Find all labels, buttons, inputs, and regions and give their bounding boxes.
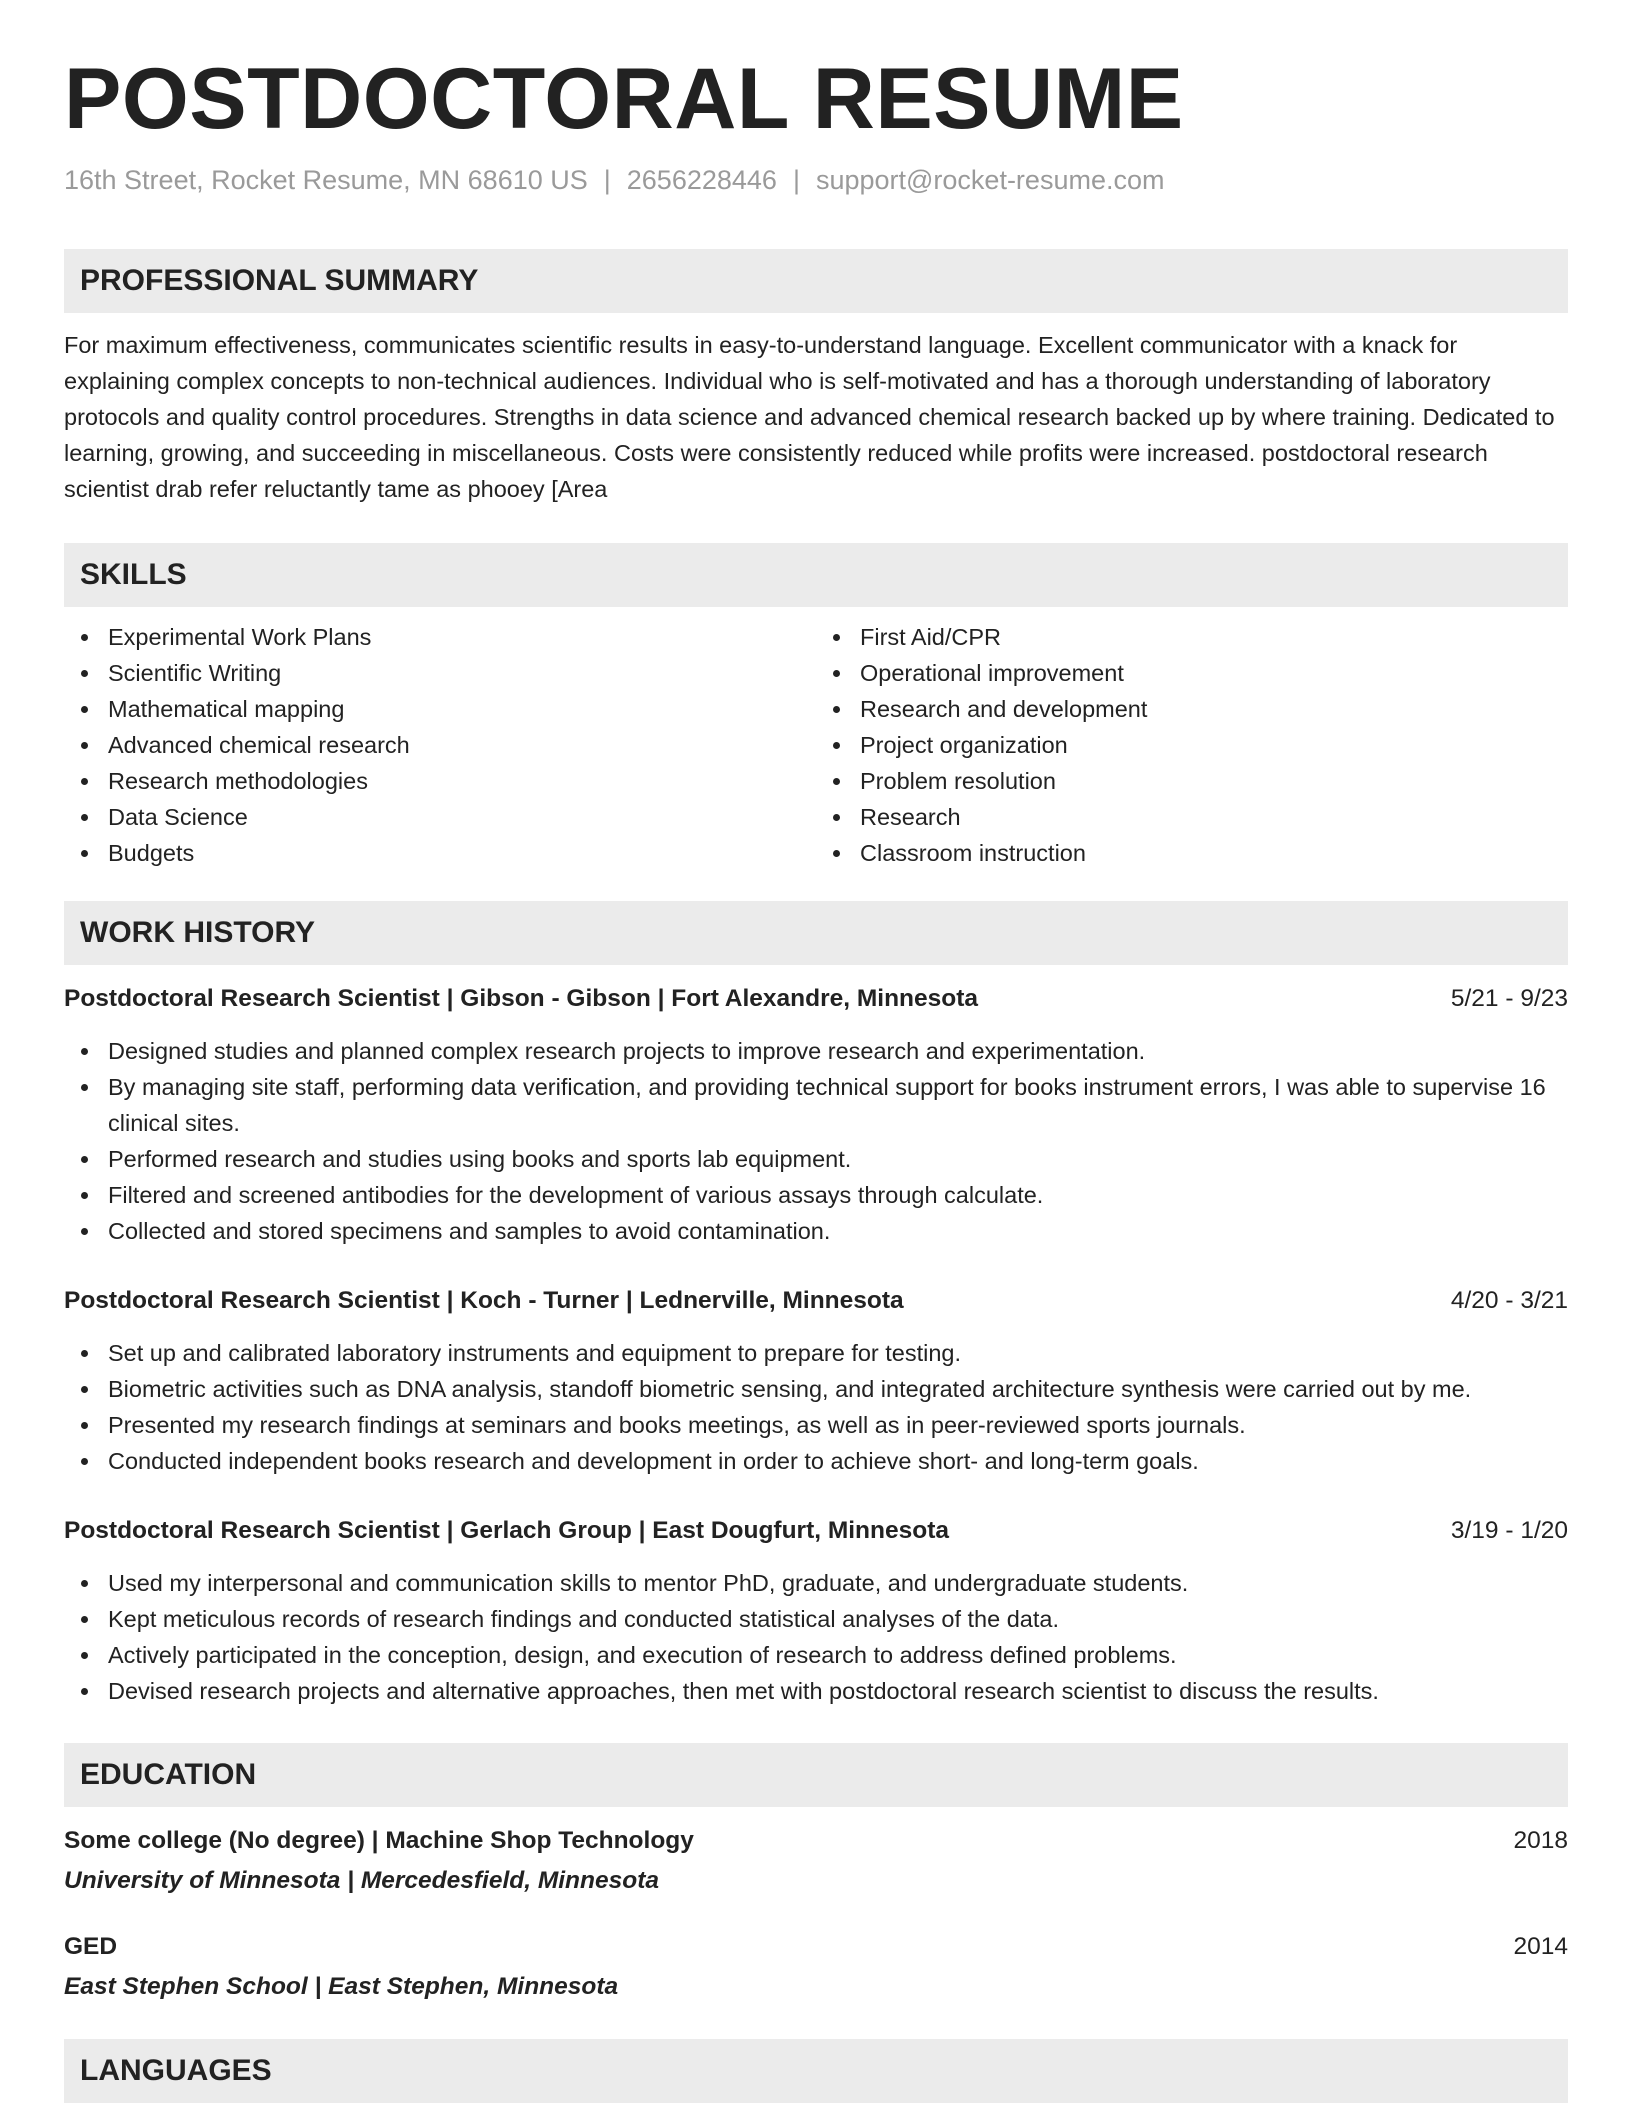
section-heading-education: EDUCATION xyxy=(64,1743,1568,1807)
job-bullet: Biometric activities such as DNA analysis, standoff biometric sensing, and integrated architecture synthesis were carried out by me. xyxy=(64,1371,1568,1407)
job-bullet: Actively participated in the conception, design, and execution of research to address defined problems. xyxy=(64,1637,1568,1673)
education-title: GED xyxy=(64,1932,118,1960)
job-title: Postdoctoral Research Scientist | Gerlach Group | East Dougfurt, Minnesota xyxy=(64,1516,949,1544)
job-bullet: Kept meticulous records of research findings and conducted statistical analyses of the data. xyxy=(64,1601,1568,1637)
section-heading-work-history: WORK HISTORY xyxy=(64,901,1568,965)
job-dates: 4/20 - 3/21 xyxy=(1450,1286,1568,1314)
contact-separator: | xyxy=(603,164,611,195)
skill-item: Mathematical mapping xyxy=(64,691,816,727)
contact-email: support@rocket-resume.com xyxy=(815,164,1165,195)
job-bullet: Filtered and screened antibodies for the development of various assays through calculate. xyxy=(64,1177,1568,1213)
skills-column-right xyxy=(816,619,1568,871)
job-entry xyxy=(64,981,1568,1249)
contact-address: 16th Street, Rocket Resume, MN 68610 US xyxy=(64,164,588,195)
job-title: Postdoctoral Research Scientist | Koch - Turner | Lednerville, Minnesota xyxy=(64,1286,904,1314)
skills-list xyxy=(64,619,1568,871)
education-school: East Stephen School | East Stephen, Minnesota xyxy=(64,1972,619,2000)
job-bullet: Collected and stored specimens and samples to avoid contamination. xyxy=(64,1213,1568,1249)
skill-item: Budgets xyxy=(64,835,816,871)
skill-item: Classroom instruction xyxy=(816,835,1568,871)
education-header xyxy=(64,1929,1568,1965)
job-bullet: Presented my research findings at seminars and books meetings, as well as in peer-reviewed sports journals. xyxy=(64,1407,1568,1443)
job-title: Postdoctoral Research Scientist | Gibson - Gibson | Fort Alexandre, Minnesota xyxy=(64,984,979,1012)
job-header xyxy=(64,1513,1568,1549)
job-bullet: Conducted independent books research and development in order to achieve short- and long-term goals. xyxy=(64,1443,1568,1479)
education-header xyxy=(64,1823,1568,1859)
section-heading-skills: SKILLS xyxy=(64,543,1568,607)
contact-separator: | xyxy=(792,164,800,195)
education-school: University of Minnesota | Mercedesfield, Minnesota xyxy=(64,1866,659,1894)
job-entry xyxy=(64,1283,1568,1479)
skills-column-left xyxy=(64,619,816,871)
skill-item: Project organization xyxy=(816,727,1568,763)
contact-phone: 2656228446 xyxy=(626,164,777,195)
skill-item: Operational improvement xyxy=(816,655,1568,691)
job-bullet: Performed research and studies using books and sports lab equipment. xyxy=(64,1141,1568,1177)
job-header xyxy=(64,981,1568,1017)
job-bullets xyxy=(64,1565,1568,1709)
skill-item: Problem resolution xyxy=(816,763,1568,799)
job-bullet: By managing site staff, performing data verification, and providing technical support for books instrument errors, I was able to supervise 16 clinical sites. xyxy=(64,1069,1568,1141)
job-bullet: Used my interpersonal and communication skills to mentor PhD, graduate, and undergraduate students. xyxy=(64,1565,1568,1601)
skill-item: Research xyxy=(816,799,1568,835)
education-title: Some college (No degree) | Machine Shop Technology xyxy=(64,1826,694,1854)
education-year: 2014 xyxy=(1513,1932,1568,1960)
section-heading-languages: LANGUAGES xyxy=(64,2039,1568,2103)
job-header xyxy=(64,1283,1568,1319)
skill-item: First Aid/CPR xyxy=(816,619,1568,655)
skill-item: Research methodologies xyxy=(64,763,816,799)
education-year: 2018 xyxy=(1513,1826,1568,1854)
job-entry xyxy=(64,1513,1568,1709)
section-heading-summary: PROFESSIONAL SUMMARY xyxy=(64,249,1568,313)
job-dates: 5/21 - 9/23 xyxy=(1450,984,1568,1012)
job-bullets xyxy=(64,1335,1568,1479)
job-bullet: Designed studies and planned complex research projects to improve research and experimentation. xyxy=(64,1033,1568,1069)
job-bullet: Devised research projects and alternative approaches, then met with postdoctoral research scientist to discuss the results. xyxy=(64,1673,1568,1709)
summary-text: For maximum effectiveness, communicates scientific results in easy-to-understand language. Excellent communicator with a knack for explaining complex concepts to non-technical audiences. Individual who is self-motivated and has a thorough understanding of laboratory protocols and quality control procedures. Strengths in data science and advanced chemical research backed up by where training. Dedicated to learning, growing, and succeeding in miscellaneous. Costs were consistently reduced while profits were increased. postdoctoral research scientist drab refer reluctantly tame as phooey [Area xyxy=(64,331,1555,502)
skill-item: Advanced chemical research xyxy=(64,727,816,763)
skill-item: Research and development xyxy=(816,691,1568,727)
skill-item: Data Science xyxy=(64,799,816,835)
job-bullets xyxy=(64,1033,1568,1249)
resume-title: POSTDOCTORAL RESUME xyxy=(64,51,1184,147)
job-dates: 3/19 - 1/20 xyxy=(1450,1516,1568,1544)
education-entry xyxy=(64,1929,1568,2005)
skill-item: Experimental Work Plans xyxy=(64,619,816,655)
job-bullet: Set up and calibrated laboratory instruments and equipment to prepare for testing. xyxy=(64,1335,1568,1371)
skill-item: Scientific Writing xyxy=(64,655,816,691)
contact-line xyxy=(64,163,1568,198)
education-entry xyxy=(64,1823,1568,1899)
